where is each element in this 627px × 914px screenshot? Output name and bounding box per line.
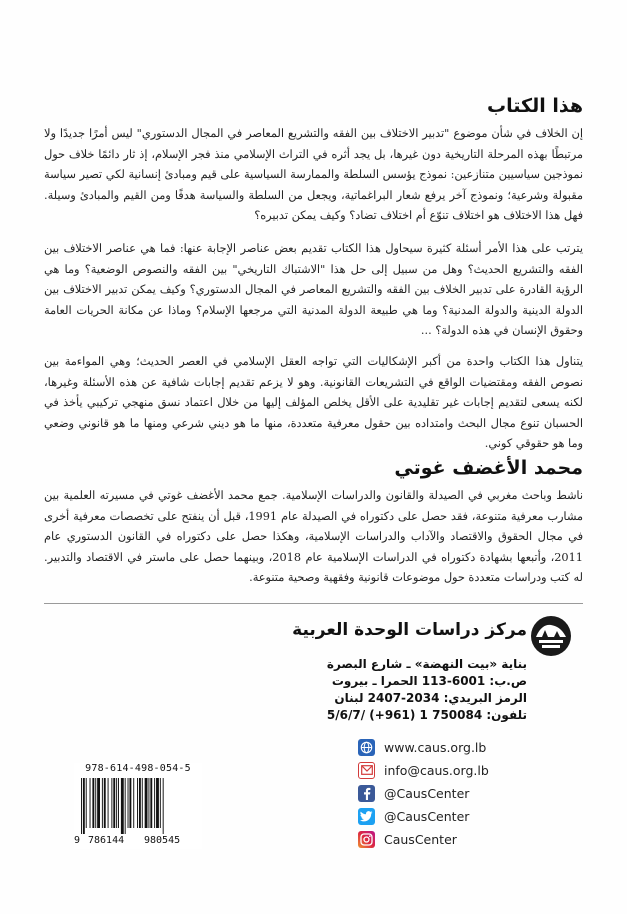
email-icon — [358, 762, 375, 779]
contact-twitter[interactable] — [358, 806, 469, 826]
about-paragraph-1: إن الخلاف في شأن موضوع "تدبير الاختلاف بين الفقه والتشريع المعاصر في المجال الدستوري" ليس أمرًا جديدًا ولا مرتبطًا بهذه المرحلة التاريخية دون غيرها، بل يجد أثره في التراث الإسلامي منذ فجر الإسلام، إذ ثار دائمًا خلاف حول نموذجين سياسيين متنازعين: نموذج يؤسس السلطة والممارسة السياسية على قيم ومبادئ إنسانية لكي تصير سياسة مقبولة وشرعية؛ ونموذج آخر يرفع شعار البراغماتية، ويجعل من السلطة والسياسة هدفًا ومن القيم والمبادئ وسيلة. فهل هذا الاختلاف هو اختلاف تنوّع أم اختلاف تضاد؟ وكيف يمكن تدبيره؟ — [44, 127, 583, 223]
about-paragraph-2: يترتب على هذا الأمر أسئلة كثيرة سيحاول هذا الكتاب تقديم بعض عناصر الإجابة عنها: فما هي عناصر الاختلاف بين الفقه والتشريع الحديث؟ وهل من سبيل إلى حل هذا "الاشتباك التاريخي" بين الفقه والنصوص الوضعية؟ وما هي الرؤية القادرة على تدبير الخلاف بين الفقه والتشريع المعاصر في المجال الدستوري؟ وكيف يمكن تدبير الاختلاف بين الدولة الدينية والدولة المدنية؟ وما هي طبيعة الدولة المدنية التي مرجعها الإسلام؟ وماذا عن مكانة الحريات العامة وحقوق الإنسان في هذه الدولة؟ ... — [44, 242, 583, 338]
instagram-icon — [358, 831, 375, 848]
isbn-barcode — [74, 763, 202, 849]
contact-facebook[interactable] — [358, 783, 469, 803]
author-name-heading: محمد الأغضف غوتي — [394, 457, 583, 479]
barcode-bars — [81, 778, 199, 834]
publisher-name: مركز دراسات الوحدة العربية — [292, 620, 527, 640]
twitter-handle[interactable]: @CausCenter — [384, 808, 470, 824]
publisher-address-line-2: ص.ب: 6001-113 الحمرا ـ بيروت — [331, 674, 527, 688]
publisher-address-line-3: الرمز البريدي: 2034-2407 لبنان — [334, 691, 527, 705]
author-bio: ناشط وباحث مغربي في الصيدلة والقانون والدراسات الإسلامية. جمع محمد الأغضف غوتي في مسيرته العلمية بين مشارب معرفية متنوعة، فقد حصل على دكتوراه في الصيدلة عام 1991، قبل أن ينفتح على تخصصات معرفية أخرى في مجال الحقوق والاقتصاد والآداب والدراسات الإسلامية، وهكذا حصل على دكتوراه في القانون الدستوري عام 2011، وأتبعها بشهادة دكتوراه في الدراسات الإسلامية عام 2018، وبينهما حصل على ماستر في الاقتصاد والتدبير. له كتب ودراسات متعددة حول موضوعات قانونية وفقهية وصحية متنوعة. — [44, 489, 583, 585]
email-link[interactable]: info@caus.org.lb — [384, 762, 489, 778]
isbn-number: 978-614-498-054-5 — [85, 763, 191, 774]
website-link[interactable]: www.caus.org.lb — [384, 739, 487, 755]
barcode-left-digits: 786144 — [88, 835, 125, 846]
publisher-logo-icon — [530, 615, 572, 657]
about-book-heading: هذا الكتاب — [487, 95, 583, 117]
publisher-address-line-1: بناية «بيت النهضة» ـ شارع البصرة — [326, 657, 527, 671]
section-divider — [44, 603, 583, 604]
barcode-first-digit: 9 — [74, 835, 81, 846]
publisher-phone: تلفون: 750084 1 (961+) /5/6/7 — [326, 708, 527, 722]
globe-icon — [358, 739, 375, 756]
barcode-right-digits: 980545 — [144, 835, 181, 846]
contact-email[interactable] — [358, 760, 489, 780]
contact-instagram[interactable] — [358, 829, 457, 849]
facebook-handle[interactable]: @CausCenter — [384, 785, 470, 801]
instagram-handle[interactable]: CausCenter — [384, 831, 457, 847]
contact-website[interactable] — [358, 737, 486, 757]
about-paragraph-3: يتناول هذا الكتاب واحدة من أكبر الإشكاليات التي تواجه العقل الإسلامي في العصر الحديث؛ وهي المواءمة بين نصوص الفقه ومقتضيات الواقع في التشريعات القانونية. وهو لا يزعم تقديم إجابات شافية عن هذه الأسئلة وغيرها، لكنه يسعى لتقديم إجابات غير تقليدية على الأقل يخلص المؤلف إليها من خلال اعتماد نسق منهجي تركيبي يأخذ في الحسبان تنوع مجال البحث وامتداده بين حقول معرفية متعددة، منها ما هو ديني شرعي ومنها ما هو قانوني وضعي وما هو حقوقي كوني. — [44, 355, 583, 451]
facebook-icon — [358, 785, 375, 802]
twitter-icon — [358, 808, 375, 825]
